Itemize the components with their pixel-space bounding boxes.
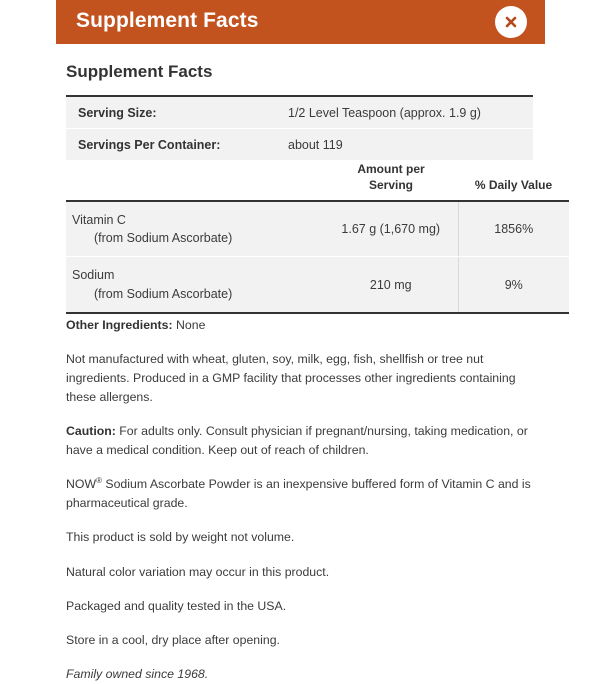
close-icon [504,15,518,29]
nutrient-amount-sodium: 210 mg [324,257,458,313]
servings-per-container-label: Servings Per Container: [66,129,276,161]
family-owned-note [66,665,544,684]
packaged-note: Packaged and quality tested in the USA. [66,598,287,613]
nutrient-daily-value-vitamin-c: 1856% [458,201,569,257]
registered-mark-icon: ® [96,476,102,486]
column-header-daily-value: % Daily Value [458,162,569,201]
nutrient-facts-table [66,162,569,314]
family-owned-text: Family owned since 1968. [66,666,209,681]
serving-size-label: Serving Size: [66,96,276,129]
serving-info-table [66,95,533,160]
table-header-row [66,162,569,201]
column-header-amount [324,162,458,201]
close-button[interactable] [495,6,527,38]
nutrient-name: Sodium [72,268,115,283]
nutrient-amount-vitamin-c: 1.67 g (1,670 mg) [324,201,458,257]
allergen-statement: Not manufactured with wheat, gluten, soy, milk, egg, fish, shellfish or tree nut ingredients. Produced in a GMP facility that processes other ingredients containing these allergens. [66,352,516,405]
other-ingredients-note [66,316,544,335]
notes-section [66,316,544,684]
nutrient-name: Vitamin C [72,213,126,228]
other-ingredients-value: None [172,318,206,332]
modal-title: Supplement Facts [76,9,259,32]
table-row [66,129,533,161]
modal-header [56,0,545,44]
nutrient-source: (from Sodium Ascorbate) [94,231,233,246]
column-header-amount-line1: Amount per [357,162,425,176]
nutrient-name-vitamin-c [66,201,324,257]
table-row [66,201,569,257]
column-header-name [66,162,324,201]
nutrient-source: (from Sodium Ascorbate) [94,286,233,301]
brand-statement [66,475,544,513]
caution-label: Caution: [66,424,116,439]
table-row [66,257,569,313]
brand-statement-text: Sodium Ascorbate Powder is an inexpensive buffered form of Vitamin C and is pharmaceutical grade. [66,477,531,511]
modal-body [0,44,600,681]
color-variation-note: Natural color variation may occur in this product. [66,564,330,579]
servings-per-container-value: about 119 [276,129,533,161]
weight-note: This product is sold by weight not volume. [66,530,295,545]
column-header-amount-line2: Serving [368,177,413,192]
nutrient-name-sodium [66,257,324,313]
nutrient-daily-value-sodium: 9% [458,257,569,313]
other-ingredients-label: Other Ingredients: [66,318,173,332]
caution-note [66,422,544,460]
storage-note: Store in a cool, dry place after opening. [66,632,280,647]
caution-text: For adults only. Consult physician if pregnant/nursing, taking medication, or have a medical condition. Keep out of reach of children. [66,424,528,458]
panel-title: Supplement Facts [66,62,213,81]
serving-size-value: 1/2 Level Teaspoon (approx. 1.9 g) [276,96,533,129]
brand-name: NOW [66,477,97,492]
table-row [66,96,533,129]
